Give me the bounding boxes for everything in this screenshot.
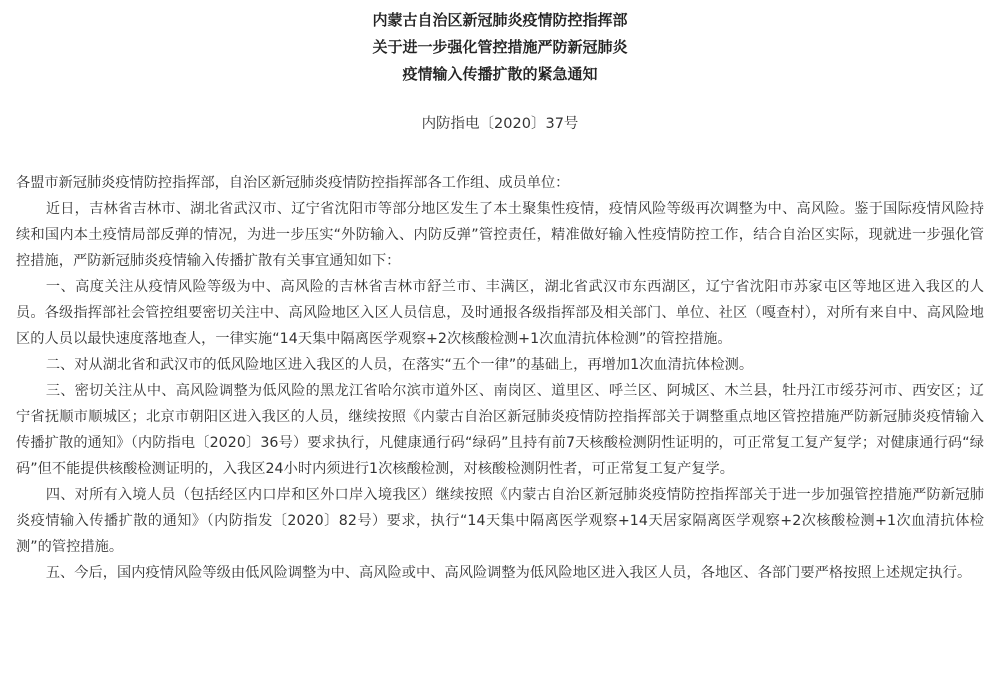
document-number: 内防指电〔2020〕37号 xyxy=(421,116,579,132)
paragraph-item-5: 五、今后，国内疫情风险等级由低风险调整为中、高风险或中、高风险调整为低风险地区进入我区人员，各地区、各部门要严格按照上述规定执行。 xyxy=(45,565,972,581)
document-title xyxy=(16,10,984,85)
title-line-1: 内蒙古自治区新冠肺炎疫情防控指挥部 xyxy=(372,11,628,29)
paragraph-item-3: 三、密切关注从中、高风险调整为低风险的黑龙江省哈尔滨市道外区、南岗区、道里区、呼兰区、阿城区、木兰县，牡丹江市绥芬河市、西安区；辽宁省抚顺市顺城区；北京市朝阳区进入我区的人员，继续按照《内蒙古自治区新冠肺炎疫情防控指挥部关于调整重点地区管控措施严防新冠肺炎疫情输入传播扩散的通知》（内防指电〔2020〕36号）要求执行，凡健康通行码“绿码”且持有前7天核酸检测阴性证明的，可正常复工复产复学；对健康通行码“绿码”但不能提供核酸检测证明的，入我区24小时内须进行1次核酸检测，对核酸检测阴性者，可正常复工复产复学。 xyxy=(16,383,984,477)
paragraph-item-4: 四、对所有入境人员（包括经区内口岸和区外口岸入境我区）继续按照《内蒙古自治区新冠肺炎疫情防控指挥部关于进一步加强管控措施严防新冠肺炎疫情输入传播扩散的通知》（内防指发〔2020〕82号）要求，执行“14天集中隔离医学观察+14天居家隔离医学观察+2次核酸检测+1次血清抗体检测”的管控措施。 xyxy=(16,487,984,555)
paragraph-intro: 近日，吉林省吉林市、湖北省武汉市、辽宁省沈阳市等部分地区发生了本土聚集性疫情，疫情风险等级再次调整为中、高风险。鉴于国际疫情风险持续和国内本土疫情局部反弹的情况，为进一步压实“外防输入、内防反弹”管控责任，精准做好输入性疫情防控工作，结合自治区实际，现就进一步强化管控措施，严防新冠肺炎疫情输入传播扩散有关事宜通知如下： xyxy=(16,201,984,269)
document-body xyxy=(16,196,984,586)
paragraph-item-2: 二、对从湖北省和武汉市的低风险地区进入我区的人员，在落实“五个一律”的基础上，再增加1次血清抗体检测。 xyxy=(45,357,754,373)
title-line-3: 疫情输入传播扩散的紧急通知 xyxy=(402,65,598,83)
title-line-2: 关于进一步强化管控措施严防新冠肺炎 xyxy=(372,38,628,56)
salutation: 各盟市新冠肺炎疫情防控指挥部，自治区新冠肺炎疫情防控指挥部各工作组、成员单位： xyxy=(16,175,570,191)
paragraph-item-1: 一、高度关注从疫情风险等级为中、高风险的吉林省吉林市舒兰市、丰满区，湖北省武汉市东西湖区，辽宁省沈阳市苏家屯区等地区进入我区的人员。各级指挥部社会管控组要密切关注中、高风险地区入区人员信息，及时通报各级指挥部及相关部门、单位、社区（嘎查村），对所有来自中、高风险地区的人员以最快速度落地查人，一律实施“14天集中隔离医学观察+2次核酸检测+1次血清抗体检测”的管控措施。 xyxy=(16,279,984,347)
